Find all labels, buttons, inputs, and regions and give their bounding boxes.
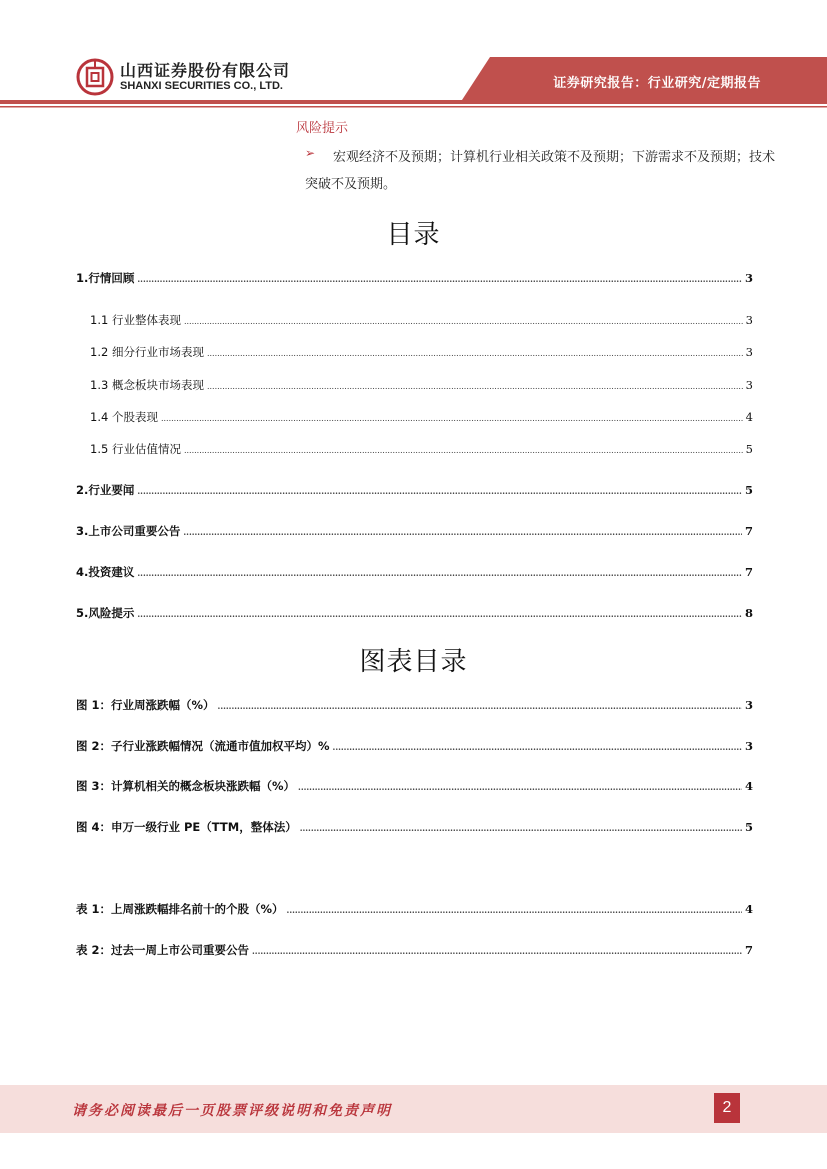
toc-entry[interactable]: 1.行情回顾 ..... 3 (76, 270, 753, 286)
page-header (0, 0, 827, 112)
toc-entry[interactable]: 1.3 概念板块市场表现 ..... 3 (90, 377, 753, 393)
bullet-arrow-icon: ➢ (305, 146, 316, 160)
toc-entry[interactable]: 2.行业要闻 ..... 5 (76, 482, 753, 498)
page-number: 2 (714, 1093, 740, 1123)
figures-title: 图表目录 (359, 647, 468, 677)
table-entry[interactable]: 表 2：过去一周上市公司重要公告 ..... 7 (76, 942, 753, 958)
figure-entry[interactable]: 图 4：申万一级行业 PE（TTM，整体法） ..... 5 (76, 819, 753, 835)
risk-text: 宏观经济不及预期；计算机行业相关政策不及预期；下游需求不及预期；技术突破不及预期。 (305, 150, 776, 192)
report-type: 证券研究报告：行业研究/定期报告 (553, 76, 761, 91)
company-name-cn: 山西证券股份有限公司 (120, 60, 291, 80)
figure-entry[interactable]: 图 3：计算机相关的概念板块涨跌幅（%） ..... 4 (76, 778, 753, 794)
company-emblem-icon (76, 58, 114, 96)
company-logo (76, 58, 290, 96)
toc-entry[interactable]: 1.4 个股表现 ..... 4 (90, 409, 753, 425)
company-name-en: SHANXI SECURITIES CO., LTD. (120, 79, 283, 92)
disclaimer-notice: 请务必阅读最后一页股票评级说明和免责声明 (72, 1103, 392, 1119)
figure-entry[interactable]: 图 1：行业周涨跌幅（%） ..... 3 (76, 697, 753, 713)
toc-title: 目录 (386, 220, 441, 250)
toc-entry[interactable]: 1.1 行业整体表现 ..... 3 (90, 312, 753, 328)
toc-entry[interactable]: 1.2 细分行业市场表现 ..... 3 (90, 344, 753, 360)
toc-entry[interactable]: 5.风险提示 ..... 8 (76, 605, 753, 621)
toc-entry[interactable]: 4.投资建议 ..... 7 (76, 564, 753, 580)
toc-entry[interactable]: 1.5 行业估值情况 ..... 5 (90, 441, 753, 457)
table-entry[interactable]: 表 1：上周涨跌幅排名前十的个股（%） ..... 4 (76, 901, 753, 917)
figure-entry[interactable]: 图 2：子行业涨跌幅情况（流通市值加权平均）% ..... 3 (76, 738, 753, 754)
risk-heading: 风险提示 (296, 121, 349, 136)
toc-entry[interactable]: 3.上市公司重要公告 ..... 7 (76, 523, 753, 539)
